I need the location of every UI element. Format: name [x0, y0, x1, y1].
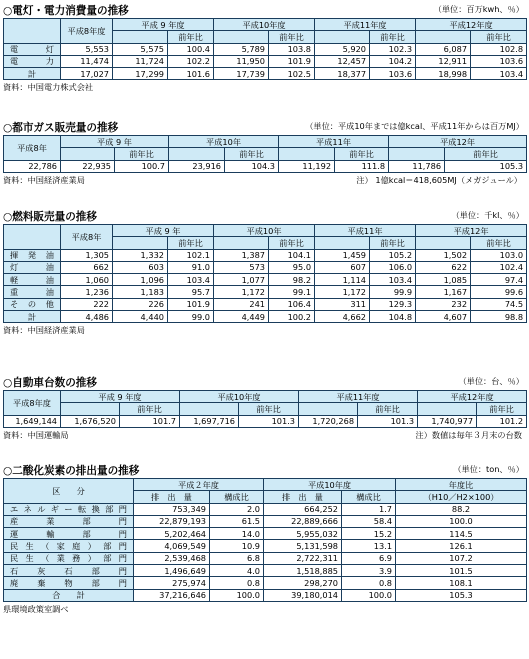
cell-value: 17,027 [61, 68, 113, 80]
table-row [4, 515, 527, 527]
table-row [4, 249, 527, 261]
table-row [4, 55, 527, 67]
source-note: 資料：中国経済産業局 [3, 325, 85, 336]
header-h8: 平成8年度 [4, 391, 61, 416]
cell-value: 5,202,464 [134, 528, 210, 540]
header-emission: 排 出 量 [264, 491, 342, 503]
header-h8: 平成8年度 [61, 19, 113, 44]
cell-ratio: 99.9 [370, 286, 416, 298]
header-share: 構成比 [342, 491, 396, 503]
fuel-sales-table [3, 224, 527, 323]
cell-value: 1,740,977 [418, 415, 477, 427]
row-label: 運輸部門 [4, 528, 134, 540]
cell-value: 1,172 [315, 286, 370, 298]
cell-ratio: 105.2 [370, 249, 416, 261]
cell-ratio: 100.7 [115, 160, 169, 172]
unit-label: （単位：千kl、％） [451, 210, 524, 220]
cell-value: 573 [214, 261, 269, 273]
cell-value: 22,889,666 [264, 515, 342, 527]
row-label: その他 [4, 298, 61, 310]
header-category: 区 分 [4, 479, 134, 504]
cell-share: 61.5 [210, 515, 264, 527]
header-h8: 平成8年 [61, 225, 113, 250]
header-h10: 平成10年 [169, 136, 279, 148]
header-h10: 平成10年度 [180, 391, 299, 403]
table-row [4, 565, 527, 577]
header-ratio: 前年比 [471, 237, 527, 249]
cell-ratio: 100.2 [269, 311, 315, 323]
header-h10: 平成10年度 [264, 479, 396, 491]
row-label: 軽油 [4, 274, 61, 286]
cell-value: 1,387 [214, 249, 269, 261]
cell-ratio: 102.1 [168, 249, 214, 261]
cell-value: 39,180,014 [264, 589, 342, 601]
table-row [4, 261, 527, 273]
cell-share: 100.0 [210, 589, 264, 601]
header-ratio: 前年比 [477, 403, 527, 415]
header-ratio: 前年比 [370, 31, 416, 43]
header-ratio: 前年比 [269, 31, 315, 43]
cell-value: 11,474 [61, 55, 113, 67]
cell-ratio: 99.1 [269, 286, 315, 298]
cell-share: 6.8 [210, 552, 264, 564]
electricity-table [3, 18, 527, 80]
cell-value: 17,739 [214, 68, 269, 80]
cell-value: 622 [416, 261, 471, 273]
cell-ratio: 108.1 [396, 577, 527, 589]
header-h12: 平成12年 [416, 225, 527, 237]
cell-ratio: 101.5 [396, 565, 527, 577]
cell-value: 4,662 [315, 311, 370, 323]
cell-share: 100.0 [342, 589, 396, 601]
cell-ratio: 95.7 [168, 286, 214, 298]
table-row [4, 43, 527, 55]
section-title: ○都市ガス販売量の推移 [3, 122, 119, 134]
cell-ratio: 104.8 [370, 311, 416, 323]
cell-ratio: 103.4 [168, 274, 214, 286]
row-label: 灯油 [4, 261, 61, 273]
section-electricity [3, 3, 526, 94]
row-label: 石灰石部門 [4, 565, 134, 577]
cell-value: 12,911 [416, 55, 471, 67]
cell-value: 1,459 [315, 249, 370, 261]
cell-value: 5,955,032 [264, 528, 342, 540]
cell-ratio: 91.0 [168, 261, 214, 273]
section-title: ○燃料販売量の推移 [3, 211, 97, 223]
cell-ratio: 101.3 [358, 415, 418, 427]
cell-share: 6.9 [342, 552, 396, 564]
cell-value: 1,060 [61, 274, 113, 286]
cell-value: 1,096 [113, 274, 168, 286]
cell-ratio: 104.3 [225, 160, 279, 172]
cell-ratio: 102.2 [168, 55, 214, 67]
cell-ratio: 103.6 [471, 55, 527, 67]
cell-value: 1,720,268 [299, 415, 358, 427]
row-label: 重油 [4, 286, 61, 298]
section-title: ○自動車台数の推移 [3, 377, 97, 389]
cell-value: 4,069,549 [134, 540, 210, 552]
cell-ratio: 98.2 [269, 274, 315, 286]
table-row [4, 415, 527, 427]
cell-value: 11,786 [389, 160, 445, 172]
cell-ratio: 104.2 [370, 55, 416, 67]
cell-value: 1,077 [214, 274, 269, 286]
cell-value: 1,236 [61, 286, 113, 298]
cell-value: 222 [61, 298, 113, 310]
cell-ratio: 105.3 [445, 160, 527, 172]
cell-value: 6,087 [416, 43, 471, 55]
row-label: 産業部門 [4, 515, 134, 527]
row-label: 民生（業務）部門 [4, 552, 134, 564]
header-h8: 平成8年 [4, 136, 61, 161]
cell-share: 10.9 [210, 540, 264, 552]
cell-value: 12,457 [315, 55, 370, 67]
row-label: 電灯 [4, 43, 61, 55]
row-label: エネルギー転換部門 [4, 503, 134, 515]
section-co2-emissions [3, 463, 526, 616]
header-h2: 平成２年度 [134, 479, 264, 491]
row-label: 電力 [4, 55, 61, 67]
cell-ratio: 101.2 [477, 415, 527, 427]
cell-value: 1,518,885 [264, 565, 342, 577]
cell-value: 298,270 [264, 577, 342, 589]
header-share: 構成比 [210, 491, 264, 503]
header-ratio: 前年比 [168, 31, 214, 43]
cell-value: 1,172 [214, 286, 269, 298]
section-fuel-sales [3, 209, 526, 337]
cell-share: 14.0 [210, 528, 264, 540]
cell-value: 22,786 [4, 160, 61, 172]
cell-value: 11,192 [279, 160, 335, 172]
cell-ratio: 74.5 [471, 298, 527, 310]
header-ratio: 前年比 [471, 31, 527, 43]
cell-value: 1,649,144 [4, 415, 61, 427]
cell-ratio: 126.1 [396, 540, 527, 552]
header-h11: 平成11年 [279, 136, 389, 148]
cell-value: 311 [315, 298, 370, 310]
cell-share: 15.2 [342, 528, 396, 540]
cell-ratio: 111.8 [335, 160, 389, 172]
cell-value: 1,496,649 [134, 565, 210, 577]
table-row [4, 286, 527, 298]
cell-value: 2,722,311 [264, 552, 342, 564]
cell-value: 607 [315, 261, 370, 273]
cell-ratio: 88.2 [396, 503, 527, 515]
table-row [4, 160, 527, 172]
header-ratio: 前年比 [115, 148, 169, 160]
cell-value: 4,486 [61, 311, 113, 323]
cell-value: 662 [61, 261, 113, 273]
section-title: ○二酸化炭素の排出量の推移 [3, 465, 140, 477]
cell-share: 0.8 [342, 577, 396, 589]
unit-label: （単位：ton、％） [453, 464, 524, 474]
header-ratio: 前年比 [120, 403, 180, 415]
cell-share: 3.9 [342, 565, 396, 577]
source-note: 県環境政策室調べ [3, 603, 69, 614]
cell-ratio: 104.1 [269, 249, 315, 261]
section-title: ○電灯・電力消費量の推移 [3, 5, 129, 17]
header-ratio: 前年比 [225, 148, 279, 160]
cell-ratio: 103.4 [370, 274, 416, 286]
header-ratio: 前年比 [239, 403, 299, 415]
cell-value: 4,449 [214, 311, 269, 323]
cell-value: 1,502 [416, 249, 471, 261]
cell-ratio: 97.4 [471, 274, 527, 286]
cell-share: 58.4 [342, 515, 396, 527]
cell-value: 18,998 [416, 68, 471, 80]
city-gas-table [3, 135, 527, 173]
table-row [4, 298, 527, 310]
header-emission: 排 出 量 [134, 491, 210, 503]
cell-value: 1,114 [315, 274, 370, 286]
table-row-total [4, 68, 527, 80]
header-h10: 平成10年度 [214, 19, 315, 31]
cell-ratio: 101.9 [269, 55, 315, 67]
header-h11: 平成11年 [315, 225, 416, 237]
cell-value: 11,950 [214, 55, 269, 67]
row-label: 揮発油 [4, 249, 61, 261]
header-ratio: 前年比 [370, 237, 416, 249]
cell-value: 23,916 [169, 160, 225, 172]
header-ratio: 前年比 [335, 148, 389, 160]
cell-value: 18,377 [315, 68, 370, 80]
cell-value: 753,349 [134, 503, 210, 515]
source-note: 資料：中国運輸局 [3, 429, 69, 440]
table-row-total [4, 589, 527, 601]
header-h12: 平成12年 [389, 136, 527, 148]
cell-ratio: 99.0 [168, 311, 214, 323]
cell-value: 664,252 [264, 503, 342, 515]
cell-ratio: 101.7 [120, 415, 180, 427]
cell-ratio: 98.8 [471, 311, 527, 323]
row-label: 廃棄物部門 [4, 577, 134, 589]
co2-table [3, 478, 527, 602]
cell-value: 5,920 [315, 43, 370, 55]
cell-ratio: 129.3 [370, 298, 416, 310]
section-city-gas [3, 120, 526, 187]
cell-ratio: 102.4 [471, 261, 527, 273]
row-label: 計 [4, 311, 61, 323]
cell-value: 1,305 [61, 249, 113, 261]
cell-value: 5,575 [113, 43, 168, 55]
header-ratio-formula: （H10／H2×100） [396, 491, 527, 503]
cell-ratio: 102.8 [471, 43, 527, 55]
cell-ratio: 107.2 [396, 552, 527, 564]
cell-value: 2,539,468 [134, 552, 210, 564]
cell-value: 603 [113, 261, 168, 273]
cell-value: 1,183 [113, 286, 168, 298]
header-cell-blank [4, 225, 61, 250]
header-ratio: 前年比 [358, 403, 418, 415]
cell-ratio: 106.0 [370, 261, 416, 273]
header-ratio: 前年比 [269, 237, 315, 249]
cell-value: 226 [113, 298, 168, 310]
header-cell-blank [4, 19, 61, 44]
unit-label: （単位：百万kwh、％） [433, 4, 524, 14]
vehicles-table [3, 390, 527, 428]
cell-ratio: 105.3 [396, 589, 527, 601]
cell-value: 37,216,646 [134, 589, 210, 601]
cell-value: 275,974 [134, 577, 210, 589]
header-h11: 平成11年度 [299, 391, 418, 403]
unit-label: （単位：台、％） [458, 376, 524, 386]
cell-share: 4.0 [210, 565, 264, 577]
cell-value: 1,085 [416, 274, 471, 286]
header-ratio: 前年比 [168, 237, 214, 249]
cell-ratio: 100.4 [168, 43, 214, 55]
footnote: 注） 1億kcal＝418,605MJ（メガジュール） [356, 174, 522, 185]
cell-ratio: 101.6 [168, 68, 214, 80]
unit-label: （単位：平成10年までは億kcal、平成11年からは百万MJ） [305, 121, 524, 131]
cell-ratio: 101.9 [168, 298, 214, 310]
cell-value: 1,676,520 [61, 415, 120, 427]
cell-share: 13.1 [342, 540, 396, 552]
cell-share: 0.8 [210, 577, 264, 589]
cell-value: 4,440 [113, 311, 168, 323]
cell-ratio: 103.6 [370, 68, 416, 80]
cell-ratio: 99.6 [471, 286, 527, 298]
cell-value: 232 [416, 298, 471, 310]
header-h12: 平成12年度 [416, 19, 527, 31]
cell-value: 5,553 [61, 43, 113, 55]
cell-ratio: 102.5 [269, 68, 315, 80]
cell-value: 5,789 [214, 43, 269, 55]
cell-value: 1,697,716 [180, 415, 239, 427]
source-note: 資料：中国経済産業局 [3, 174, 85, 185]
table-row [4, 274, 527, 286]
header-ratio: 前年比 [445, 148, 527, 160]
cell-ratio: 103.8 [269, 43, 315, 55]
source-note: 資料：中国電力株式会社 [3, 82, 94, 93]
table-row [4, 540, 527, 552]
cell-value: 5,131,598 [264, 540, 342, 552]
table-row-total [4, 311, 527, 323]
cell-value: 22,935 [61, 160, 115, 172]
cell-share: 1.7 [342, 503, 396, 515]
cell-ratio: 100.0 [396, 515, 527, 527]
row-label: 計 [4, 68, 61, 80]
header-h9: 平成 9 年 [113, 225, 214, 237]
cell-share: 2.0 [210, 503, 264, 515]
cell-value: 17,299 [113, 68, 168, 80]
row-label: 民生（家庭）部門 [4, 540, 134, 552]
footnote: 注）数値は毎年３月末の台数 [415, 429, 522, 440]
cell-ratio: 103.4 [471, 68, 527, 80]
header-h10: 平成10年 [214, 225, 315, 237]
header-h9: 平成 9 年 [61, 136, 169, 148]
header-h11: 平成11年度 [315, 19, 416, 31]
table-row [4, 552, 527, 564]
cell-value: 11,724 [113, 55, 168, 67]
cell-value: 22,879,193 [134, 515, 210, 527]
section-vehicles [3, 375, 526, 442]
cell-value: 1,167 [416, 286, 471, 298]
cell-ratio: 106.4 [269, 298, 315, 310]
cell-value: 1,332 [113, 249, 168, 261]
cell-ratio: 103.0 [471, 249, 527, 261]
cell-value: 241 [214, 298, 269, 310]
cell-ratio: 102.3 [370, 43, 416, 55]
header-h9: 平成 9 年度 [113, 19, 214, 31]
header-ratio: 年度比 [396, 479, 527, 491]
table-row [4, 503, 527, 515]
cell-ratio: 95.0 [269, 261, 315, 273]
header-h9: 平成 9 年度 [61, 391, 180, 403]
cell-ratio: 101.3 [239, 415, 299, 427]
cell-value: 4,607 [416, 311, 471, 323]
row-label: 合 計 [4, 589, 134, 601]
header-h12: 平成12年度 [418, 391, 527, 403]
cell-ratio: 114.5 [396, 528, 527, 540]
table-row [4, 577, 527, 589]
table-row [4, 528, 527, 540]
